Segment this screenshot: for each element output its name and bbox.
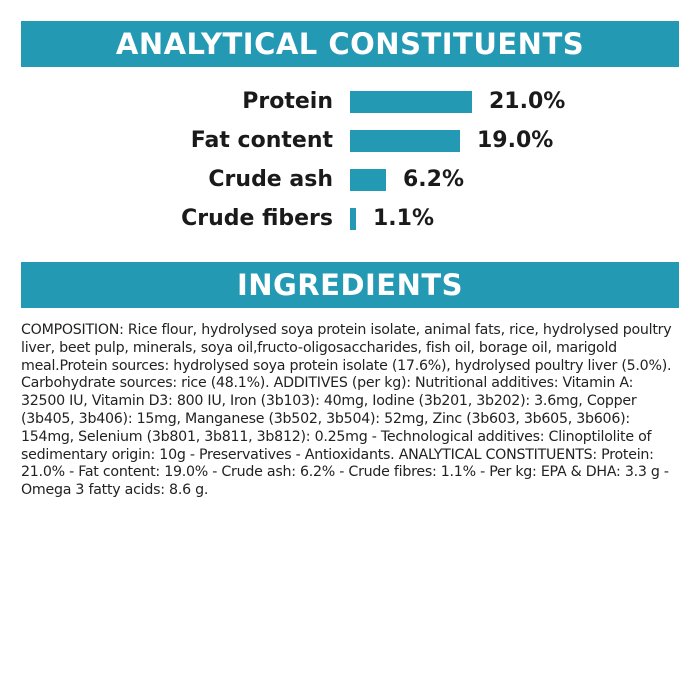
constituent-label: Crude fibers — [181, 206, 333, 231]
constituent-value: 19.0% — [477, 128, 554, 153]
constituent-label: Crude ash — [208, 167, 333, 192]
ingredients-title: INGREDIENTS — [236, 268, 464, 302]
constituent-label: Fat content — [190, 128, 333, 153]
constituent-value: 21.0% — [489, 89, 566, 114]
ingredients-text: COMPOSITION: Rice flour, hydrolysed soya protein isolate, animal fats, rice, hydrolysed poultry liver, beet pulp, minerals, soya oil,fructo-oligosaccharides, fish oil, borage oil, marigold meal.Protein sources: hydrolysed soya protein isolate (17.6%), hydrolysed poultry liver (5.0%). Carbohydrate sources: rice (48.1%). ADDITIVES (per kg): Nutritional additives: Vitamin A: 32500 IU, Vitamin D3: 800 IU, Iron (3b103): 40mg, Iodine (3b201, 3b202): 3.6mg, Copper (3b405, 3b406): 15mg, Manganese (3b502, 3b504): 52mg, Zinc (3b603, 3b605, 3b606): 154mg, Selenium (3b801, 3b811, 3b812): 0.25mg - Technological additives: Clinoptilolite of sedimentary origin: 10g - Preservatives - Antioxidants. ANALYTICAL CONSTITUENTS: Protein: 21.0% - Fat content: 19.0% - Crude ash: 6.2% - Crude fibres: 1.1% - Per kg: EPA & DHA: 3.3 g - Omega 3 fatty acids: 8.6 g. — [21, 322, 672, 499]
constituent-row-fat-content — [0, 125, 700, 157]
constituent-bar — [350, 91, 472, 113]
constituent-bar — [350, 169, 386, 191]
constituent-value: 1.1% — [373, 206, 435, 231]
constituent-label: Protein — [242, 89, 333, 114]
constituent-value: 6.2% — [403, 167, 465, 192]
constituent-row-protein — [0, 86, 700, 118]
constituent-row-crude-fibers — [0, 203, 700, 235]
constituent-bar — [350, 130, 460, 152]
constituent-bar — [350, 208, 356, 230]
ingredients-header — [21, 262, 679, 308]
analytical-constituents-title: ANALYTICAL CONSTITUENTS — [115, 27, 585, 61]
analytical-constituents-header — [21, 21, 679, 67]
constituent-row-crude-ash — [0, 164, 700, 196]
